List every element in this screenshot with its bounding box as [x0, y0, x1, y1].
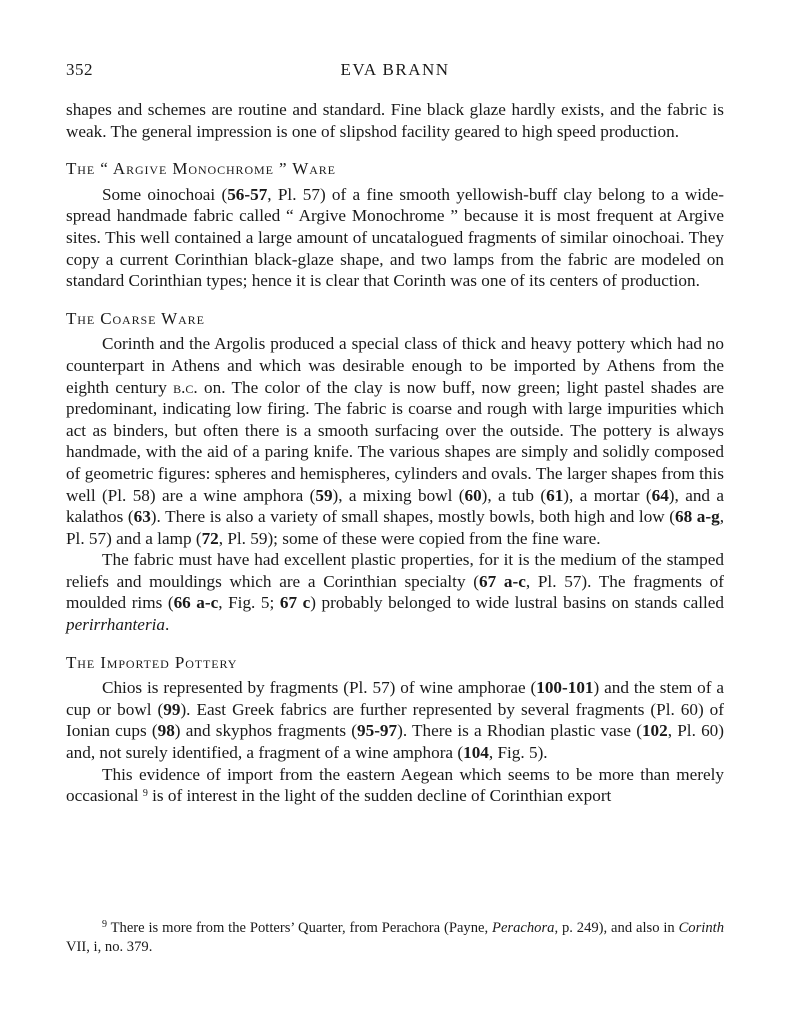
catalogue-ref: 68 a-g: [675, 507, 720, 527]
catalogue-ref: 99: [163, 699, 181, 719]
catalogue-ref: 104: [463, 743, 489, 763]
catalogue-ref: 59: [315, 485, 333, 505]
catalogue-ref: 60: [464, 485, 482, 505]
section-heading-argive: The “ Argive Monochrome ” Ware: [66, 159, 336, 179]
catalogue-ref: 98: [157, 721, 175, 741]
footnote: [66, 919, 724, 958]
catalogue-ref: 61: [546, 485, 564, 505]
page-number: 352: [66, 60, 93, 79]
italic-title: Perachora: [492, 920, 555, 936]
running-title: EVA BRANN: [340, 60, 450, 79]
italic-title: Corinth: [678, 920, 724, 936]
catalogue-ref: 56-57: [227, 184, 268, 204]
paragraph-argive: Some oinochoai (56-57, Pl. 57) of a fine smooth yellowish-buff clay belong to a wide-spread handmade fabric called “ Argive Monochrome ” because it is most frequent at Argive sites. This well contained a large amount of uncatalogued fragments of similar oinochoai. They copy a current Corinthian black-glaze shape, and two lamps from the fabric are modeled on standard Corinthian types; hence it is clear that Corinth was one of its centers of production.: [66, 184, 724, 291]
footnote-marker: 9: [142, 788, 148, 800]
catalogue-ref: 63: [133, 507, 151, 527]
catalogue-ref: 102: [641, 721, 668, 741]
paragraph-coarse-1: Corinth and the Argolis produced a special class of thick and heavy pottery which had no counterpart in Athens and which was desirable enough to be imported by Athens from the eighth century b.c. on. The color of the clay is now buff, now green; light pastel shades are predominant, indicating low firing. The fabric is coarse and rough with large impurities which act as binders, but often there is a smooth surfacing over the outside. The pottery is always handmade, with the aid of a paring knife. The various shapes are simply and solidly composed of geometric figures: spheres and hemispheres, cylinders and ovals. The larger shapes from this well (Pl. 58) are a wine amphora (59), a mixing bowl (60), a tub (61), a mortar (64), and a kalathos (63). There is also a variety of small shapes, mostly bowls, both high and low (68 a-g, Pl. 57) and a lamp (72, Pl. 59); some of these were copied from the fine ware.: [66, 334, 725, 548]
catalogue-ref: 100-101: [536, 678, 594, 698]
paragraph-coarse-2: The fabric must have had excellent plastic properties, for it is the medium of the stamped reliefs and mouldings which are a Corinthian specialty (67 a-c, Pl. 57). The fragments of moulded rims (66 a-c, Fig. 5; 67 c) probably belonged to wide lustral basins on stands called perirrhanteria.: [66, 550, 725, 635]
section-heading-coarse: The Coarse Ware: [66, 308, 205, 328]
footnote-number: 9: [102, 919, 107, 930]
paragraph-imported-1: Chios is represented by fragments (Pl. 57) of wine amphorae (100-101) and the stem of a cup or bowl (99). East Greek fabrics are further represented by several fragments (Pl. 60) of Ionian cups (98) and skyphos fragments (95-97). There is a Rhodian plastic vase (102, Pl. 60) and, not surely identified, a fragment of a wine amphora (104, Fig. 5).: [66, 678, 725, 763]
catalogue-ref: 95-97: [357, 721, 398, 741]
catalogue-ref: 66 a-c: [173, 593, 219, 613]
body-text: [66, 99, 724, 807]
catalogue-ref: 67 c: [279, 593, 311, 613]
italic-term: perirrhanteria: [66, 615, 165, 635]
paragraph-imported-2: This evidence of import from the eastern Aegean which seems to be more than merely occasional $^9$ is of interest in the light of the sudden decline of Corinthian export: [66, 764, 724, 806]
section-heading-imported: The Imported Pottery: [66, 652, 238, 672]
catalogue-ref: 67 a-c: [478, 571, 526, 591]
paragraph-continuation: shapes and schemes are routine and standard. Fine black glaze hardly exists, and the fabric is weak. The general impression is one of slipshod facility geared to high speed production.: [66, 100, 724, 141]
catalogue-ref: 72: [201, 528, 219, 548]
catalogue-ref: 64: [651, 485, 669, 505]
era-abbreviation: b.c.: [173, 377, 198, 397]
footnote-text: $^9$ There is more from the Potters’ Quarter, from Perachora (Payne, Perachora, p. 249), and also in Corinth VII, i, no. 379.: [66, 919, 724, 956]
running-head: [66, 60, 724, 84]
